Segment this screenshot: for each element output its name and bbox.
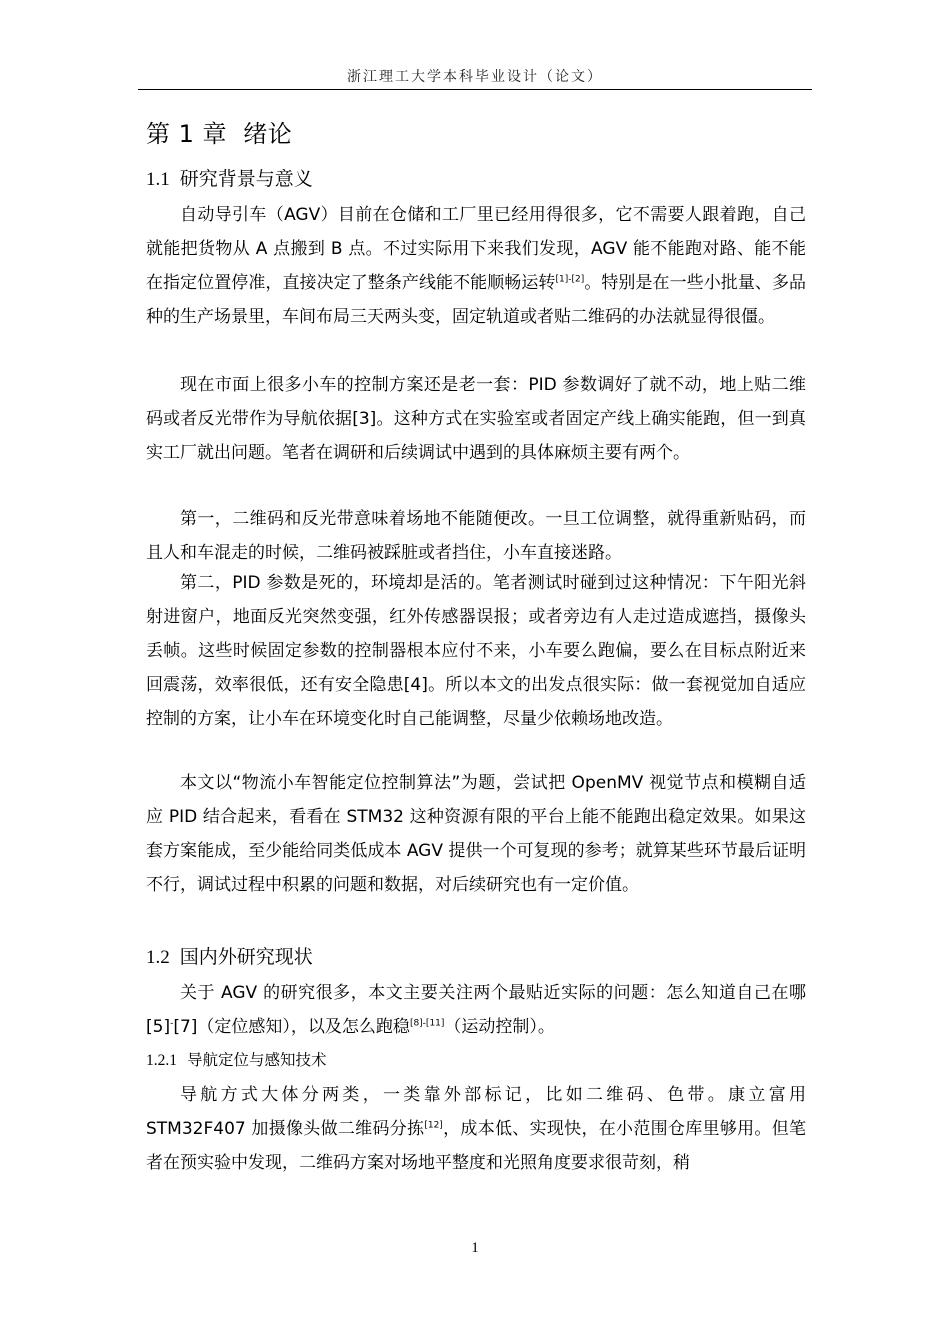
paragraph-7 xyxy=(146,1078,806,1180)
paragraph-3: 第一，二维码和反光带意味着场地不能随便改。一旦工位调整，就得重新贴码，而且人和车混走的时候，二维码被踩脏或者挡住，小车直接迷路。 xyxy=(146,509,806,563)
section-heading-1-1 xyxy=(146,164,313,191)
citation: [12] xyxy=(424,1120,443,1131)
citation: [8]-[11] xyxy=(409,1018,445,1029)
paragraph-1 xyxy=(146,198,806,334)
paragraph-text: 导航方式大体分两类，一类靠外部标记，比如二维码、色带。康立富用 STM32F407 加摄像头做二维码分拣 xyxy=(146,1085,806,1139)
subsection-heading-1-2-1 xyxy=(146,1048,327,1070)
section-title: 国内外研究现状 xyxy=(179,946,313,968)
paragraph-4: 第二，PID 参数是死的，环境却是活的。笔者测试时碰到过这种情况：下午阳光斜射进窗户，地面反光突然变强，红外传感器误报；或者旁边有人走过造成遮挡，摄像头丢帧。这些时候固定参数的控制器根本应付不来，小车要么跑偏，要么在目标点附近来回震荡，效率很低，还有安全隐患[4]。所以本文的出发点很实际：做一套视觉加自适应控制的方案，让小车在环境变化时自己能调整，尽量少依赖场地改造。 xyxy=(146,573,806,729)
paragraph-5: 本文以“物流小车智能定位控制算法”为题，尝试把 OpenMV 视觉节点和模糊自适应 PID 结合起来，看看在 STM32 这种资源有限的平台上能不能跑出稳定效果。如果这套方案能成，至少能给同类低成本 AGV 提供一个可复现的参考；就算某些环节最后证明不行，调试过程中积累的问题和数据，对后续研究也有一定价值。 xyxy=(146,773,806,895)
paragraph-text: 关于 AGV 的研究很多，本文主要关注两个最贴近实际的问题：怎么知道自己在哪[5] xyxy=(146,983,806,1037)
page-number: 1 xyxy=(471,1240,479,1256)
section-title: 研究背景与意义 xyxy=(179,168,313,190)
section-heading-1-2 xyxy=(146,942,313,969)
subsection-number: 1.2.1 xyxy=(146,1052,177,1069)
paragraph-6 xyxy=(146,976,806,1044)
citation: - xyxy=(170,1018,174,1029)
header-rule xyxy=(138,89,812,90)
running-header: 浙江理工大学本科毕业设计（论文） xyxy=(347,69,603,85)
section-number: 1.2 xyxy=(146,947,170,968)
section-number: 1.1 xyxy=(146,169,170,190)
paragraph-text: （运动控制）。 xyxy=(444,1017,555,1037)
paragraph-text: 。特别是在一些小批量、多品种的生产场景里，车间布局三天两头变，固定轨道或者贴二维码的办法就显得很僵。 xyxy=(146,273,807,327)
chapter-name: 绪论 xyxy=(243,120,293,148)
citation: [1]-[2] xyxy=(555,274,585,285)
paragraph-text: [7]（定位感知），以及怎么跑稳 xyxy=(173,1017,410,1037)
paragraph-text: ，成本低、实现快，在小范围仓库里够用。但笔者在预实验中发现，二维码方案对场地平整度和光照角度要求很苛刻，稍 xyxy=(146,1119,806,1173)
chapter-title xyxy=(146,114,292,149)
paragraph-2: 现在市面上很多小车的控制方案还是老一套：PID 参数调好了就不动，地上贴二维码或者反光带作为导航依据[3]。这种方式在实验室或者固定产线上确实能跑，但一到真实工厂就出问题。笔者在调研和后续调试中遇到的具体麻烦主要有两个。 xyxy=(146,375,806,463)
paragraph-text: 自动导引车（AGV）目前在仓储和工厂里已经用得很多，它不需要人跟着跑，自己就能把货物从 A 点搬到 B 点。不过实际用下来我们发现，AGV 能不能跑对路、能不能在指定位置停准，直接决定了整条产线能不能顺畅运转 xyxy=(146,205,806,293)
subsection-title: 导航定位与感知技术 xyxy=(187,1051,327,1069)
chapter-number: 第 1 章 xyxy=(146,120,228,148)
